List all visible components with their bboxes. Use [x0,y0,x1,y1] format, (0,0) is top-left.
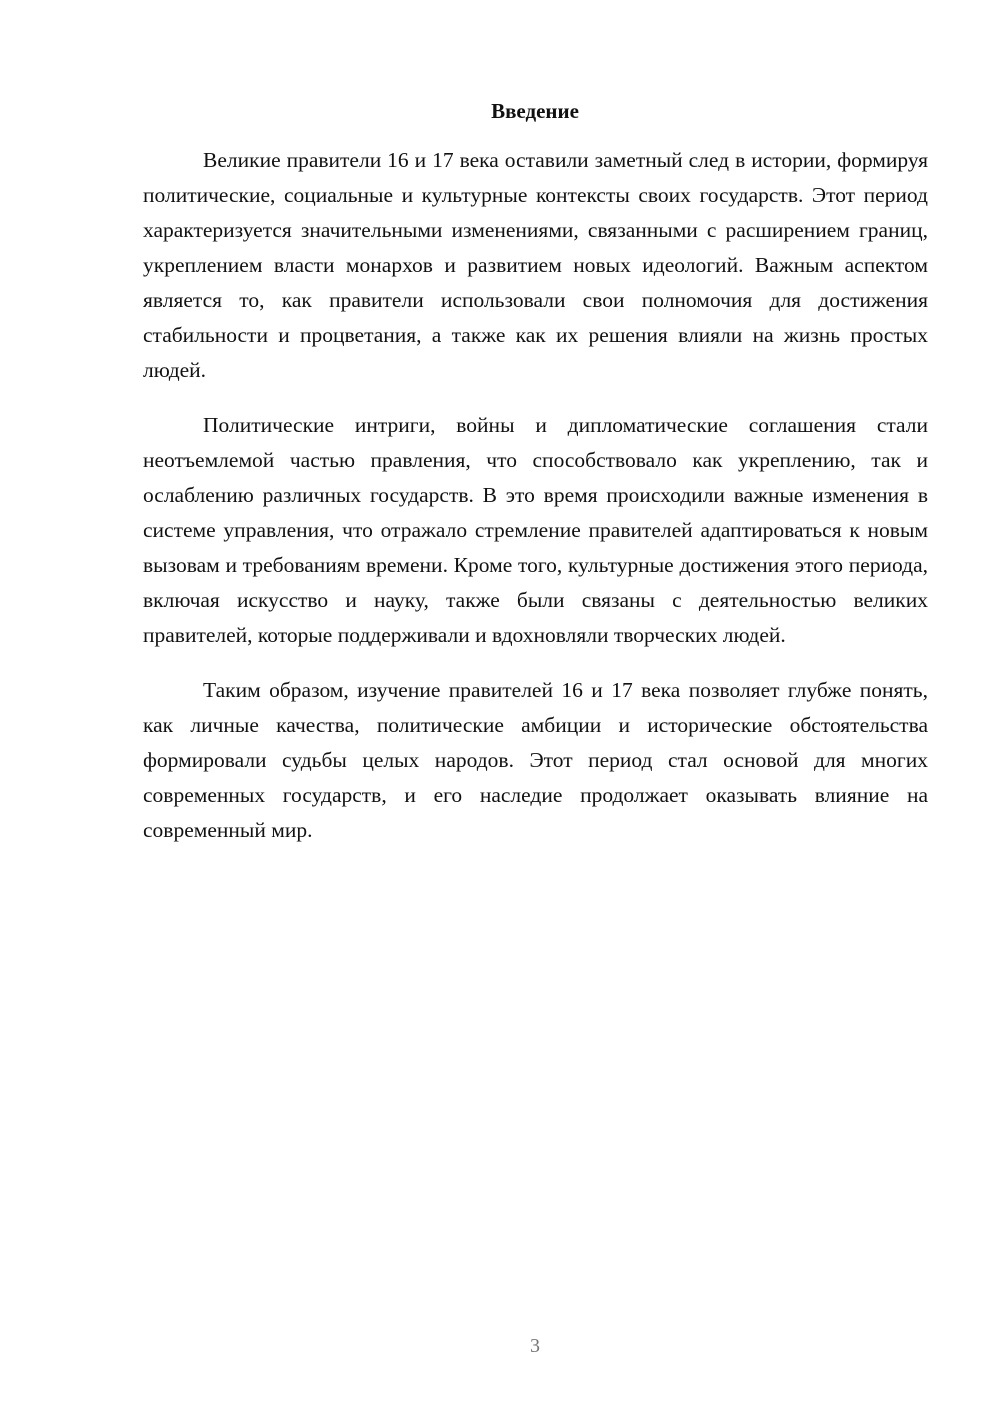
page-number: 3 [530,1335,540,1357]
body-text [143,143,928,868]
paragraph-2: Политические интриги, войны и дипломатические соглашения стали неотъемлемой частью правления, что способствовало как укреплению, так и ослаблению различных государств. В это время происходили важные изменения в системе управления, что отражало стремление правителей адаптироваться к новым вызовам и требованиям времени. Кроме того, культурные достижения этого периода, включая искусство и науку, также были связаны с деятельностью великих правителей, которые поддерживали и вдохновляли творческих людей. [143,413,928,647]
page-title: Введение [491,99,579,123]
paragraph-3: Таким образом, изучение правителей 16 и 17 века позволяет глубже понять, как личные качества, политические амбиции и исторические обстоятельства формировали судьбы целых народов. Этот период стал основой для многих современных государств, и его наследие продолжает оказывать влияние на современный мир. [143,678,928,842]
paragraph-1: Великие правители 16 и 17 века оставили заметный след в истории, формируя политические, социальные и культурные контексты своих государств. Этот период характеризуется значительными изменениями, связанными с расширением границ, укреплением власти монархов и развитием новых идеологий. Важным аспектом является то, как правители использовали свои полномочия для достижения стабильности и процветания, а также как их решения влияли на жизнь простых людей. [143,148,928,382]
